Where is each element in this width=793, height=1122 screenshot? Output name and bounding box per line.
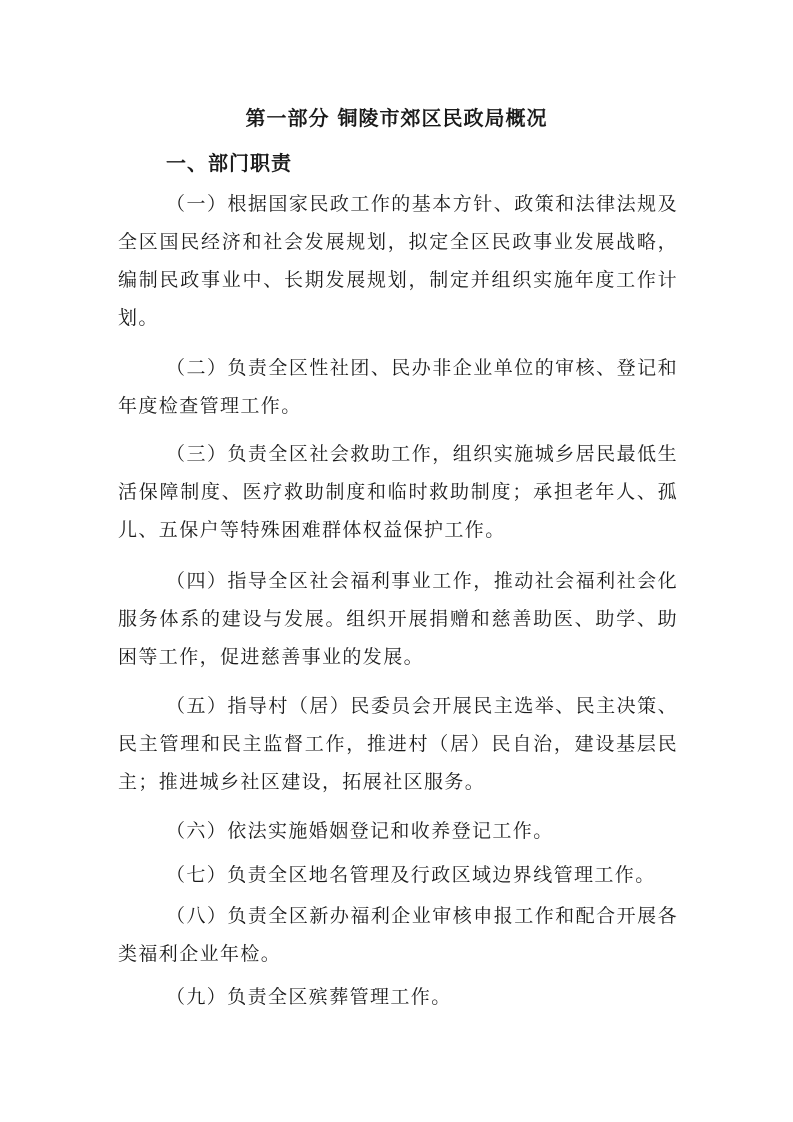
duty-paragraph-4: （四）指导全区社会福利事业工作，推动社会福利社会化服务体系的建设与发展。组织开展捐赠和慈善助医、助学、助困等工作，促进慈善事业的发展。 xyxy=(118,570,678,668)
duty-paragraph-9: （九）负责全区殡葬管理工作。 xyxy=(166,986,452,1008)
duty-paragraph-1: （一）根据国家民政工作的基本方针、政策和法律法规及全区国民经济和社会发展规划，拟定全区民政事业发展战略，编制民政事业中、长期发展规划，制定并组织实施年度工作计划。 xyxy=(118,193,678,329)
duty-paragraph-5: （五）指导村（居）民委员会开展民主选举、民主决策、民主管理和民主监督工作，推进村（居）民自治，建设基层民主；推进城乡社区建设，拓展社区服务。 xyxy=(118,695,678,793)
duty-paragraph-2: （二）负责全区性社团、民办非企业单位的审核、登记和年度检查管理工作。 xyxy=(118,357,678,417)
duty-paragraph-6: （六）依法实施婚姻登记和收养登记工作。 xyxy=(166,820,554,842)
document-title: 第一部分 铜陵市郊区民政局概况 xyxy=(245,106,548,130)
duty-paragraph-8: （八）负责全区新办福利企业审核申报工作和配合开展各类福利企业年检。 xyxy=(118,905,678,965)
duty-paragraph-7: （七）负责全区地名管理及行政区域边界线管理工作。 xyxy=(166,864,656,886)
duty-paragraph-3: （三）负责全区社会救助工作，组织实施城乡居民最低生活保障制度、医疗救助制度和临时救助制度；承担老年人、孤儿、五保户等特殊困难群体权益保护工作。 xyxy=(118,443,678,541)
section-heading: 一、部门职责 xyxy=(166,151,292,175)
